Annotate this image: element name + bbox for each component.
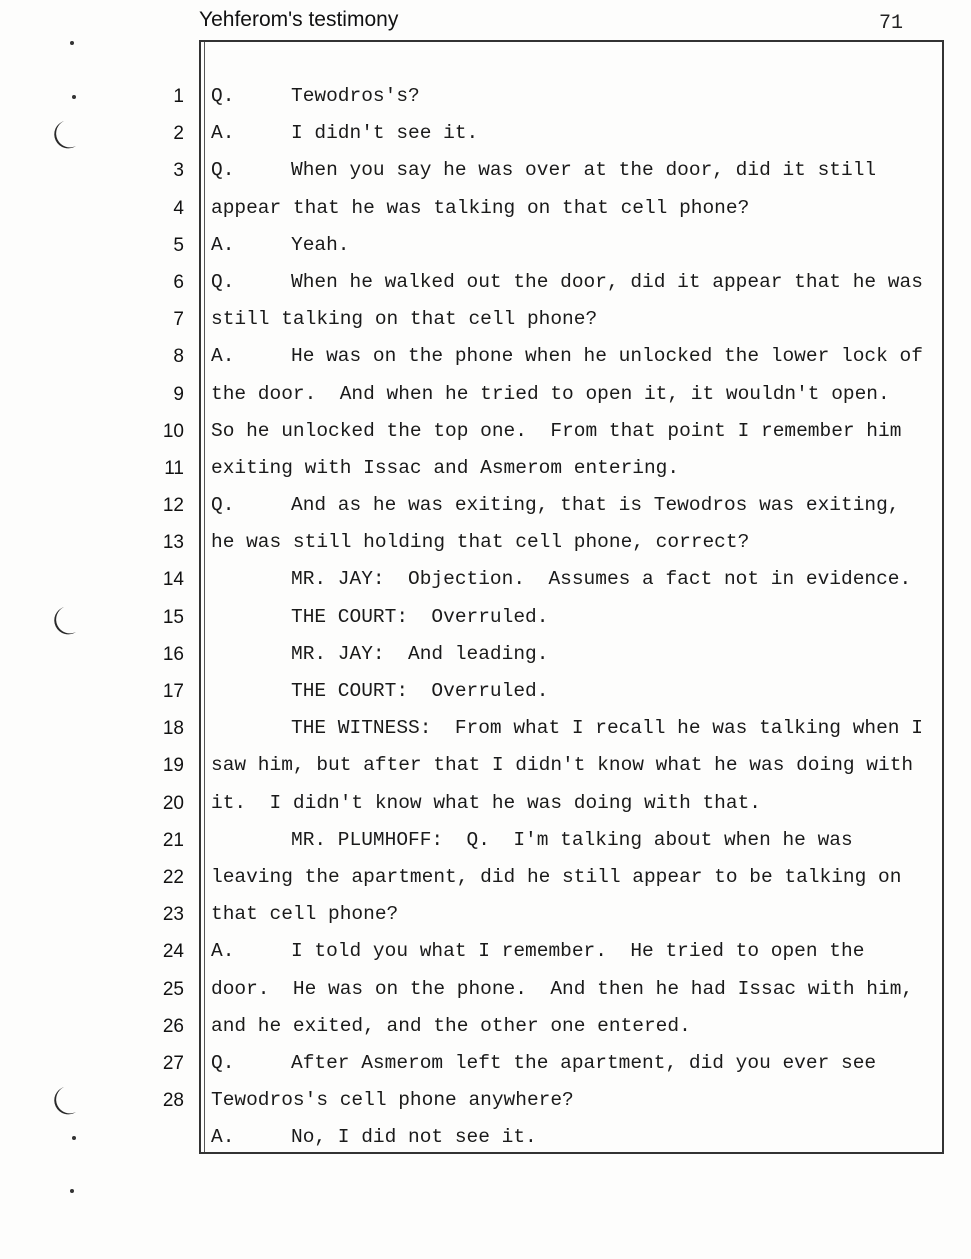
line-number: 20: [162, 792, 184, 814]
line-text: THE COURT: Overruled.: [291, 605, 549, 628]
line-number: 23: [162, 904, 184, 926]
line-text: it. I didn't know what he was doing with that.: [211, 791, 761, 814]
line-number: 27: [162, 1052, 184, 1074]
transcript-line: [211, 115, 931, 152]
binder-hole-icon: [44, 1084, 78, 1118]
line-text: door. He was on the phone. And then he had Issac with him,: [211, 977, 914, 1000]
line-text: the door. And when he tried to open it, it wouldn't open.: [211, 382, 890, 405]
binder-hole-icon: [44, 118, 78, 152]
line-text: Tewodros's?: [291, 85, 420, 107]
speaker-prefix: A.: [211, 940, 235, 963]
line-number: 15: [162, 606, 184, 628]
transcript-body: [211, 78, 931, 1156]
line-number: 16: [162, 643, 184, 665]
transcript-line: [211, 636, 931, 673]
line-text: MR. PLUMHOFF: Q. I'm talking about when he was: [291, 828, 853, 851]
line-text: No, I did not see it.: [291, 1126, 537, 1149]
transcript-line: [211, 859, 931, 896]
transcript-line: [211, 264, 931, 301]
line-number: 6: [173, 271, 184, 293]
line-text: MR. JAY: And leading.: [291, 642, 549, 665]
line-number: 5: [173, 234, 184, 256]
line-number: 9: [173, 383, 184, 405]
line-text: When he walked out the door, did it appear that he was: [291, 270, 923, 293]
line-text: And as he was exiting, that is Tewodros was exiting,: [291, 494, 900, 517]
line-number: 28: [162, 1090, 184, 1112]
transcript-line: [211, 822, 931, 859]
line-number: 2: [173, 123, 184, 145]
transcript-line: [211, 413, 931, 450]
line-number: 7: [173, 309, 184, 331]
line-text: exiting with Issac and Asmerom entering.: [211, 456, 680, 479]
transcript-line: [211, 561, 931, 598]
line-number: 22: [162, 866, 184, 888]
transcript-line: [211, 78, 931, 115]
speaker-prefix: A.: [211, 1126, 235, 1149]
transcript-line: [211, 450, 931, 487]
line-text: So he unlocked the top one. From that point I remember him: [211, 419, 902, 442]
line-number: 19: [162, 755, 184, 777]
transcript-line: [211, 785, 931, 822]
transcript-line: [211, 971, 931, 1008]
line-text: MR. JAY: Objection. Assumes a fact not in evidence.: [291, 568, 912, 591]
line-number: 14: [162, 569, 184, 591]
page-number: 71: [879, 12, 904, 35]
speaker-prefix: Q.: [211, 494, 235, 517]
line-text: Yeah.: [291, 233, 350, 256]
transcript-line: [211, 673, 931, 710]
speck-mark: [70, 41, 74, 45]
transcript-line: [211, 933, 931, 970]
transcript-line: [211, 1008, 931, 1045]
line-number: 10: [162, 420, 184, 442]
line-text: saw him, but after that I didn't know what he was doing with: [211, 754, 914, 777]
line-text: appear that he was talking on that cell phone?: [211, 196, 750, 219]
line-number: 8: [173, 346, 184, 368]
speck-mark: [72, 95, 76, 99]
line-text: and he exited, and the other one entered.: [211, 1014, 691, 1037]
line-text: He was on the phone when he unlocked the lower lock of: [291, 345, 923, 368]
speck-mark: [72, 1136, 76, 1140]
line-number-column: [140, 78, 184, 1119]
line-text: I told you what I remember. He tried to open the: [291, 940, 865, 963]
transcript-line: [211, 1045, 931, 1082]
document-title: Yehferom's testimony: [199, 8, 399, 31]
binder-hole-icon: [44, 604, 78, 638]
transcript-line: [211, 524, 931, 561]
line-number: 21: [162, 829, 184, 851]
line-text: leaving the apartment, did he still appear to be talking on: [211, 865, 902, 888]
transcript-line: [211, 152, 931, 189]
line-number: 17: [162, 681, 184, 702]
line-number: 18: [162, 718, 184, 740]
speaker-prefix: Q.: [211, 85, 235, 107]
speck-mark: [70, 1189, 74, 1193]
line-number: 26: [162, 1015, 184, 1037]
line-number: 11: [164, 457, 184, 479]
line-text: I didn't see it.: [291, 122, 479, 145]
line-text: THE WITNESS: From what I recall he was talking when I: [291, 717, 923, 740]
transcript-line: [211, 710, 931, 747]
line-number: 25: [162, 978, 184, 1000]
speaker-prefix: Q.: [211, 270, 235, 293]
speaker-prefix: Q.: [211, 159, 235, 182]
transcript-line: [211, 190, 931, 227]
line-number: 1: [173, 86, 184, 107]
line-text: still talking on that cell phone?: [211, 308, 598, 331]
transcript-line: [211, 1082, 931, 1119]
line-text: Tewodros's cell phone anywhere?: [211, 1089, 574, 1112]
margin-rule: [204, 42, 205, 1152]
transcript-line: [211, 376, 931, 413]
line-number: 3: [173, 160, 184, 182]
transcript-line: [211, 487, 931, 524]
transcript-line: [211, 599, 931, 636]
line-text: After Asmerom left the apartment, did you ever see: [291, 1051, 877, 1074]
line-text: When you say he was over at the door, did it still: [291, 159, 877, 182]
transcript-line: [211, 227, 931, 264]
speaker-prefix: Q.: [211, 1051, 235, 1074]
line-number: 13: [162, 532, 184, 554]
transcript-line: [211, 1119, 931, 1156]
speaker-prefix: A.: [211, 122, 235, 145]
line-number: 24: [162, 941, 184, 963]
transcript-line: [211, 338, 931, 375]
speaker-prefix: A.: [211, 345, 235, 368]
speaker-prefix: A.: [211, 233, 235, 256]
line-number: 4: [173, 197, 184, 219]
line-text: that cell phone?: [211, 903, 399, 926]
transcript-line: [211, 747, 931, 784]
transcript-line: [211, 896, 931, 933]
line-text: THE COURT: Overruled.: [291, 680, 549, 702]
transcript-line: [211, 301, 931, 338]
line-number: 12: [162, 495, 184, 517]
line-text: he was still holding that cell phone, correct?: [211, 531, 750, 554]
